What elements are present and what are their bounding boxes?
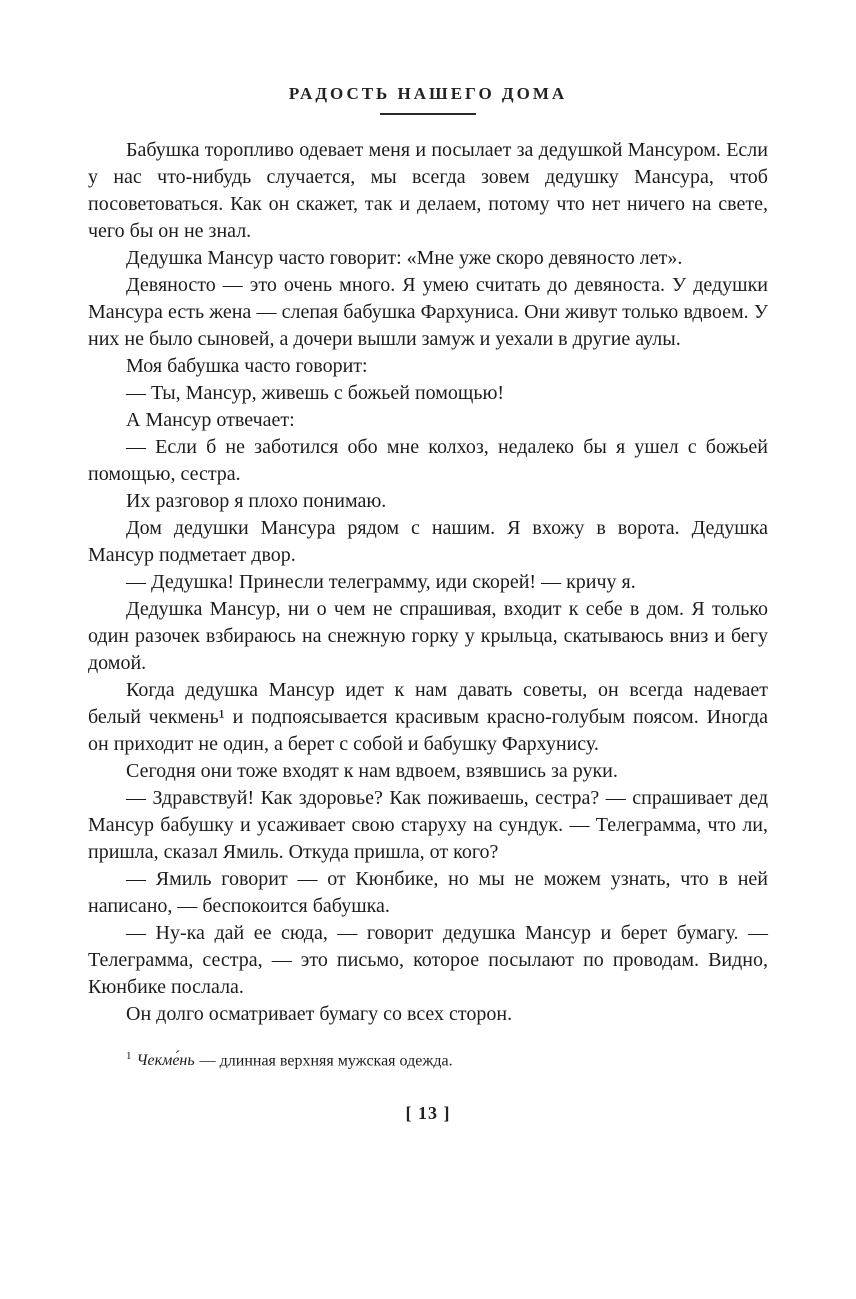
chapter-title: РАДОСТЬ НАШЕГО ДОМА <box>288 84 568 103</box>
paragraph: — Ну-ка дай ее сюда, — говорит дедушка Мансур и берет бумагу. — Телеграмма, сестра, — это письмо, которое посылают по проводам. Видно, Кюнбике послала. <box>88 922 768 998</box>
body-text <box>88 137 768 1028</box>
paragraph: Бабушка торопливо одевает меня и посылает за дедушкой Мансуром. Если у нас что-нибудь случается, мы всегда зовем дедушку Мансура, чтоб посоветоваться. Как он скажет, так и делаем, потому что нет ничего на свете, чего бы он не знал. <box>88 139 768 242</box>
paragraph: Девяносто — это очень много. Я умею считать до девяноста. У дедушки Мансура есть жена — слепая бабушка Фархуниса. Они живут только вдвоем. У них не было сыновей, а дочери вышли замуж и уехали в другие аулы. <box>88 274 768 350</box>
paragraph: — Здравствуй! Как здоровье? Как поживаешь, сестра? — спрашивает дед Мансур бабушку и усаживает свою старуху на сундук. — Телеграмма, что ли, пришла, сказал Ямиль. Откуда пришла, от кого? <box>88 787 768 863</box>
footnote-marker: 1 <box>126 1050 132 1062</box>
paragraph: Их разговор я плохо понимаю. <box>126 490 387 512</box>
paragraph: Дедушка Мансур, ни о чем не спрашивая, входит к себе в дом. Я только один разочек взбираюсь на снежную горку у крыльца, скатываюсь вниз и бегу домой. <box>88 598 768 674</box>
footnote-text: — длинная верхняя мужская одежда. <box>199 1052 453 1070</box>
paragraph: — Ямиль говорит — от Кюнбике, но мы не можем узнать, что в ней написано, — беспокоится бабушка. <box>88 868 768 917</box>
paragraph: Дедушка Мансур часто говорит: «Мне уже скоро девяносто лет». <box>126 247 683 269</box>
paragraph: Дом дедушки Мансура рядом с нашим. Я вхожу в ворота. Дедушка Мансур подметает двор. <box>88 517 768 566</box>
paragraph: Сегодня они тоже входят к нам вдвоем, взявшись за руки. <box>126 760 618 782</box>
paragraph: Когда дедушка Мансур идет к нам давать советы, он всегда надевает белый чекмень¹ и подпоясывается красивым красно-голубым поясом. Иногда он приходит не один, а берет с собой и бабушку Фархунису. <box>88 679 768 755</box>
paragraph: — Дедушка! Принесли телеграмму, иди скорей! — кричу я. <box>126 571 636 593</box>
running-head <box>88 84 768 115</box>
paragraph: А Мансур отвечает: <box>126 409 295 431</box>
title-rule-divider <box>380 113 476 115</box>
page-number: [ 13 ] <box>405 1103 451 1124</box>
paragraph: — Если б не заботился обо мне колхоз, недалеко бы я ушел с божьей помощью, сестра. <box>88 436 768 485</box>
footnote <box>88 1046 768 1071</box>
paragraph: — Ты, Мансур, живешь с божьей помощью! <box>126 382 505 404</box>
footnote-term: Чекме́нь <box>136 1052 195 1070</box>
paragraph: Моя бабушка часто говорит: <box>126 355 368 377</box>
paragraph: Он долго осматривает бумагу со всех сторон. <box>126 1003 513 1025</box>
